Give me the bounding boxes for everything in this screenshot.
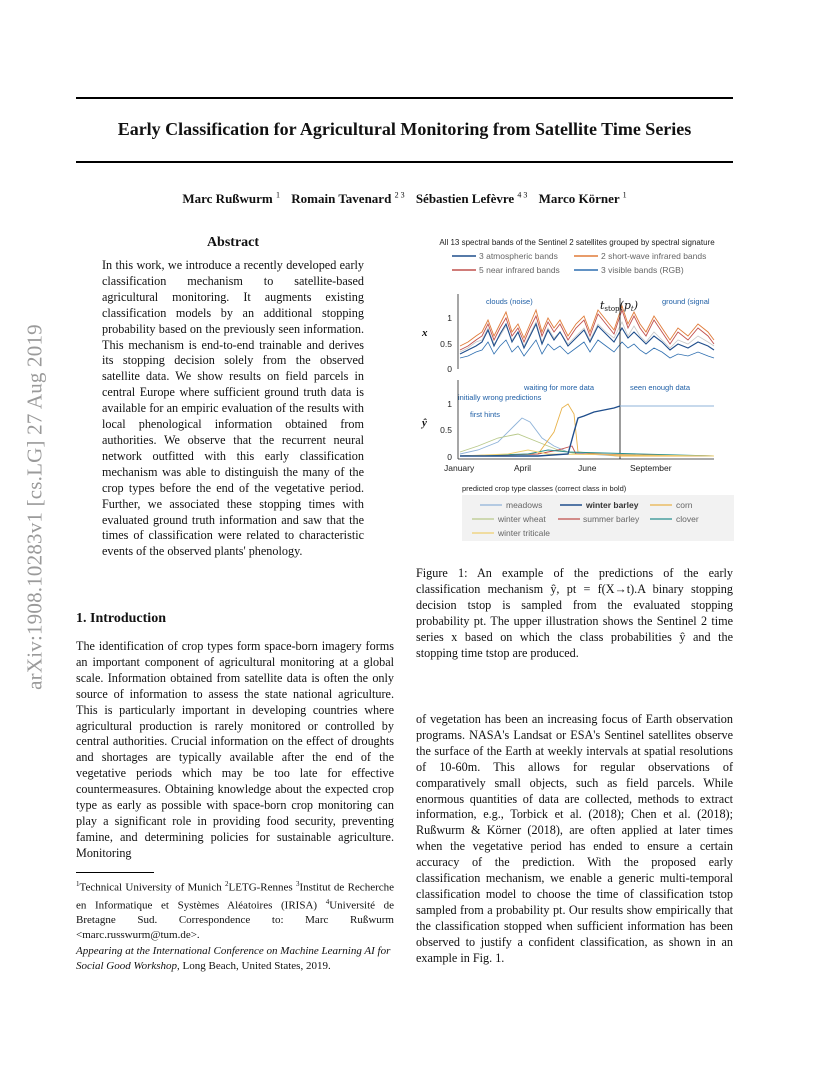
t-stop-label: tstop(pt) [600, 299, 638, 313]
y-tick: 0 [447, 452, 452, 462]
introduction-text: The identification of crop types form space-born imagery forms an important component of agricultural monitoring at a global scale. Information obtained from satellite data is often the only source of information to assess the state national agriculture. This is particularly important in developing countries where agricultural production is rarely monitored or controlled by central authorities. Crucial information on the effect of droughts and shortages are typically available after the end of the vegetative periods which may be too late for effective countermeasures. Obtaining knowledge about the expected crop type as early as possible with space-born crop monitoring can play a significant role in providing food security, preventing famine, and determining policies for sustainable agriculture. Monitoring [76, 639, 394, 860]
annotation-waiting: waiting for more data [524, 383, 595, 392]
class-legend-item: clover [676, 514, 699, 524]
band-legend [452, 251, 706, 275]
annotation-ground: ground (signal [662, 297, 710, 306]
time-series-plot [421, 294, 714, 374]
x-tick: September [630, 463, 672, 473]
arxiv-stamp: arXiv:1908.10283v1 [cs.LG] 27 Aug 2019 [22, 324, 47, 690]
title-rule-bottom [76, 161, 733, 163]
figure-1 [418, 232, 736, 547]
figure-1-svg [418, 232, 736, 547]
abstract-text: In this work, we introduce a recently developed early classification mechanism to satellite-based agricultural monitoring. It augments existing classification models by an additional stopping probability based on the previously seen information. This mechanism is end-to-end trainable and derives its stopping decision solely from the observed satellite data. We show results on field parcels in central Europe where sufficient ground truth data is available for an empiric evaluation of the results with local phenological information obtained from authorities. We observe that the recurrent neural network outfitted with this early classification mechanism was able to distinguish the many of the crop types before the end of the vegetative period. Further, we associated these stopping times with evaluated ground truth information and saw that the times of classification were related to characteristic events of the observed plants' phenology. [102, 258, 364, 559]
class-legend-title: predicted crop type classes (correct class in bold) [462, 484, 627, 493]
y-tick: 0.5 [440, 339, 452, 349]
annotation-seen: seen enough data [630, 383, 691, 392]
y-tick: 1 [447, 399, 452, 409]
class-probability-plot [420, 298, 714, 473]
annotation-clouds: clouds (noise) [486, 297, 533, 306]
x-tick: April [514, 463, 532, 473]
band-legend-item: 5 near infrared bands [479, 265, 560, 275]
annotation-hints: first hints [470, 410, 501, 419]
author-list [76, 191, 733, 207]
band-legend-item: 3 visible bands (RGB) [601, 265, 684, 275]
y-tick: 0 [447, 364, 452, 374]
author: Romain Tavenard $^{2 3}$ [291, 191, 405, 207]
class-legend-item: meadows [506, 500, 543, 510]
y-label-y-hat: ŷ [422, 417, 427, 429]
footnote-rule [76, 872, 154, 873]
title-rule-top [76, 97, 733, 99]
x-tick: January [444, 463, 475, 473]
band-legend-item: 3 atmospheric bands [479, 251, 558, 261]
class-legend-item: summer barley [583, 514, 640, 524]
x-tick: June [578, 463, 597, 473]
annotation-wrong: initially wrong predictions [458, 393, 542, 402]
introduction-continued-text: of vegetation has been an increasing focus of Earth observation programs. NASA's Landsat or ESA's Sentinel satellites observe the surface of the Earth at weekly intervals at spatial resolutions of 10-60m. This allows for regular observations of comparatively small objects, such as field parcels. While enormous quantities of data are collected, methods to extract information, e.g., Torbick et al. (2018); Chen et al. (2018); Rußwurm & Körner (2018), are often applied at later times when the vegetative period has ended to ensure a certain accuracy of the prediction. With the proposed early classification mechanism, we enable a generic multi-temporal classification model to choose the time of classification tstop sampled from a probability pt. Our results show empirically that the classification stopped when sufficient information has been observed to justify a confident classification, as shown in an example in Fig. 1. [416, 712, 733, 965]
introduction-heading: 1. Introduction [76, 611, 166, 626]
venue-note: Appearing at the International Conference on Machine Learning AI for Social Good Workshop, Long Beach, United States, 2019. [76, 945, 391, 972]
y-tick: 1 [447, 313, 452, 323]
author: Marco Körner $^1$ [538, 191, 627, 207]
y-tick: 0.5 [440, 425, 452, 435]
abstract-heading: Abstract [206, 235, 260, 250]
class-legend-item: corn [676, 500, 693, 510]
class-legend-item: winter wheat [498, 514, 546, 524]
band-legend-item: 2 short-wave infrared bands [601, 251, 707, 261]
author: Sébastien Lefèvre $^{4 3}$ [415, 191, 528, 207]
author: Marc Rußwurm $^1$ [182, 191, 280, 207]
figure-caption: Figure 1: An example of the predictions of the early classification mechanism ŷ, pt = f(X→t).A binary stopping decision tstop is sampled from the evaluated stopping probability pt. The upper illustration shows the Sentinel 2 time series x based on which the class probabilities ŷ and the stopping time tstop are produced. [416, 566, 733, 660]
class-legend-item: winter triticale [498, 528, 550, 538]
class-legend-item-correct: winter barley [586, 500, 639, 510]
paper-title: Early Classification for Agricultural Monitoring from Satellite Time Series [117, 119, 692, 139]
figure-top-title: All 13 spectral bands of the Sentinel 2 satellites grouped by spectral signature [439, 238, 715, 247]
affiliation-footnote: $^1$Technical University of Munich $^2$LETG-Rennes $^3$Institut de Recherche en Informatique et Systèmes Aléatoires (IRISA) $^4$Université de Bretagne Sud. Correspondence to: Marc Rußwurm <marc.russwurm@tum.de>. [76, 880, 395, 941]
y-label-x: x [422, 327, 428, 339]
